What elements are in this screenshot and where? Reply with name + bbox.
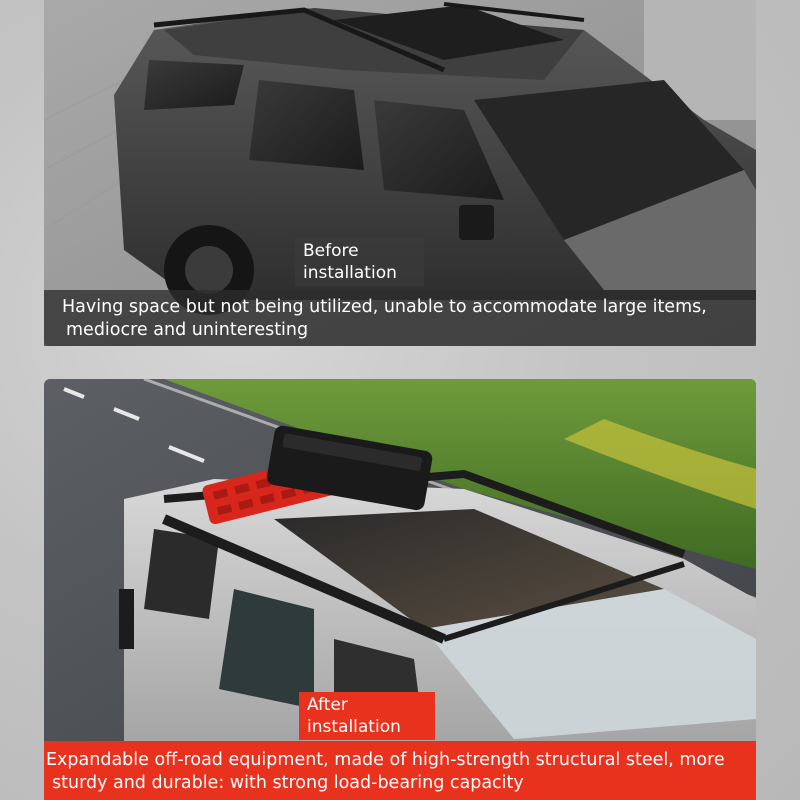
- after-tag-line1: After: [307, 695, 348, 715]
- after-caption-line1: Expandable off-road equipment, made of high-strength structural steel, more: [46, 750, 725, 770]
- after-tag-line2: installation: [307, 717, 401, 737]
- after-installation-tag: [299, 692, 435, 740]
- before-tag-line1: Before: [303, 241, 359, 261]
- before-caption-line1: Having space but not being utilized, unable to accommodate large items,: [62, 297, 707, 317]
- before-installation-tag: [295, 238, 424, 286]
- before-caption-line2: mediocre and uninteresting: [66, 320, 309, 340]
- before-tag-line2: installation: [303, 263, 397, 283]
- after-caption: [44, 741, 756, 800]
- before-caption: [44, 290, 756, 346]
- after-caption-line2: sturdy and durable: with strong load-bearing capacity: [52, 773, 524, 793]
